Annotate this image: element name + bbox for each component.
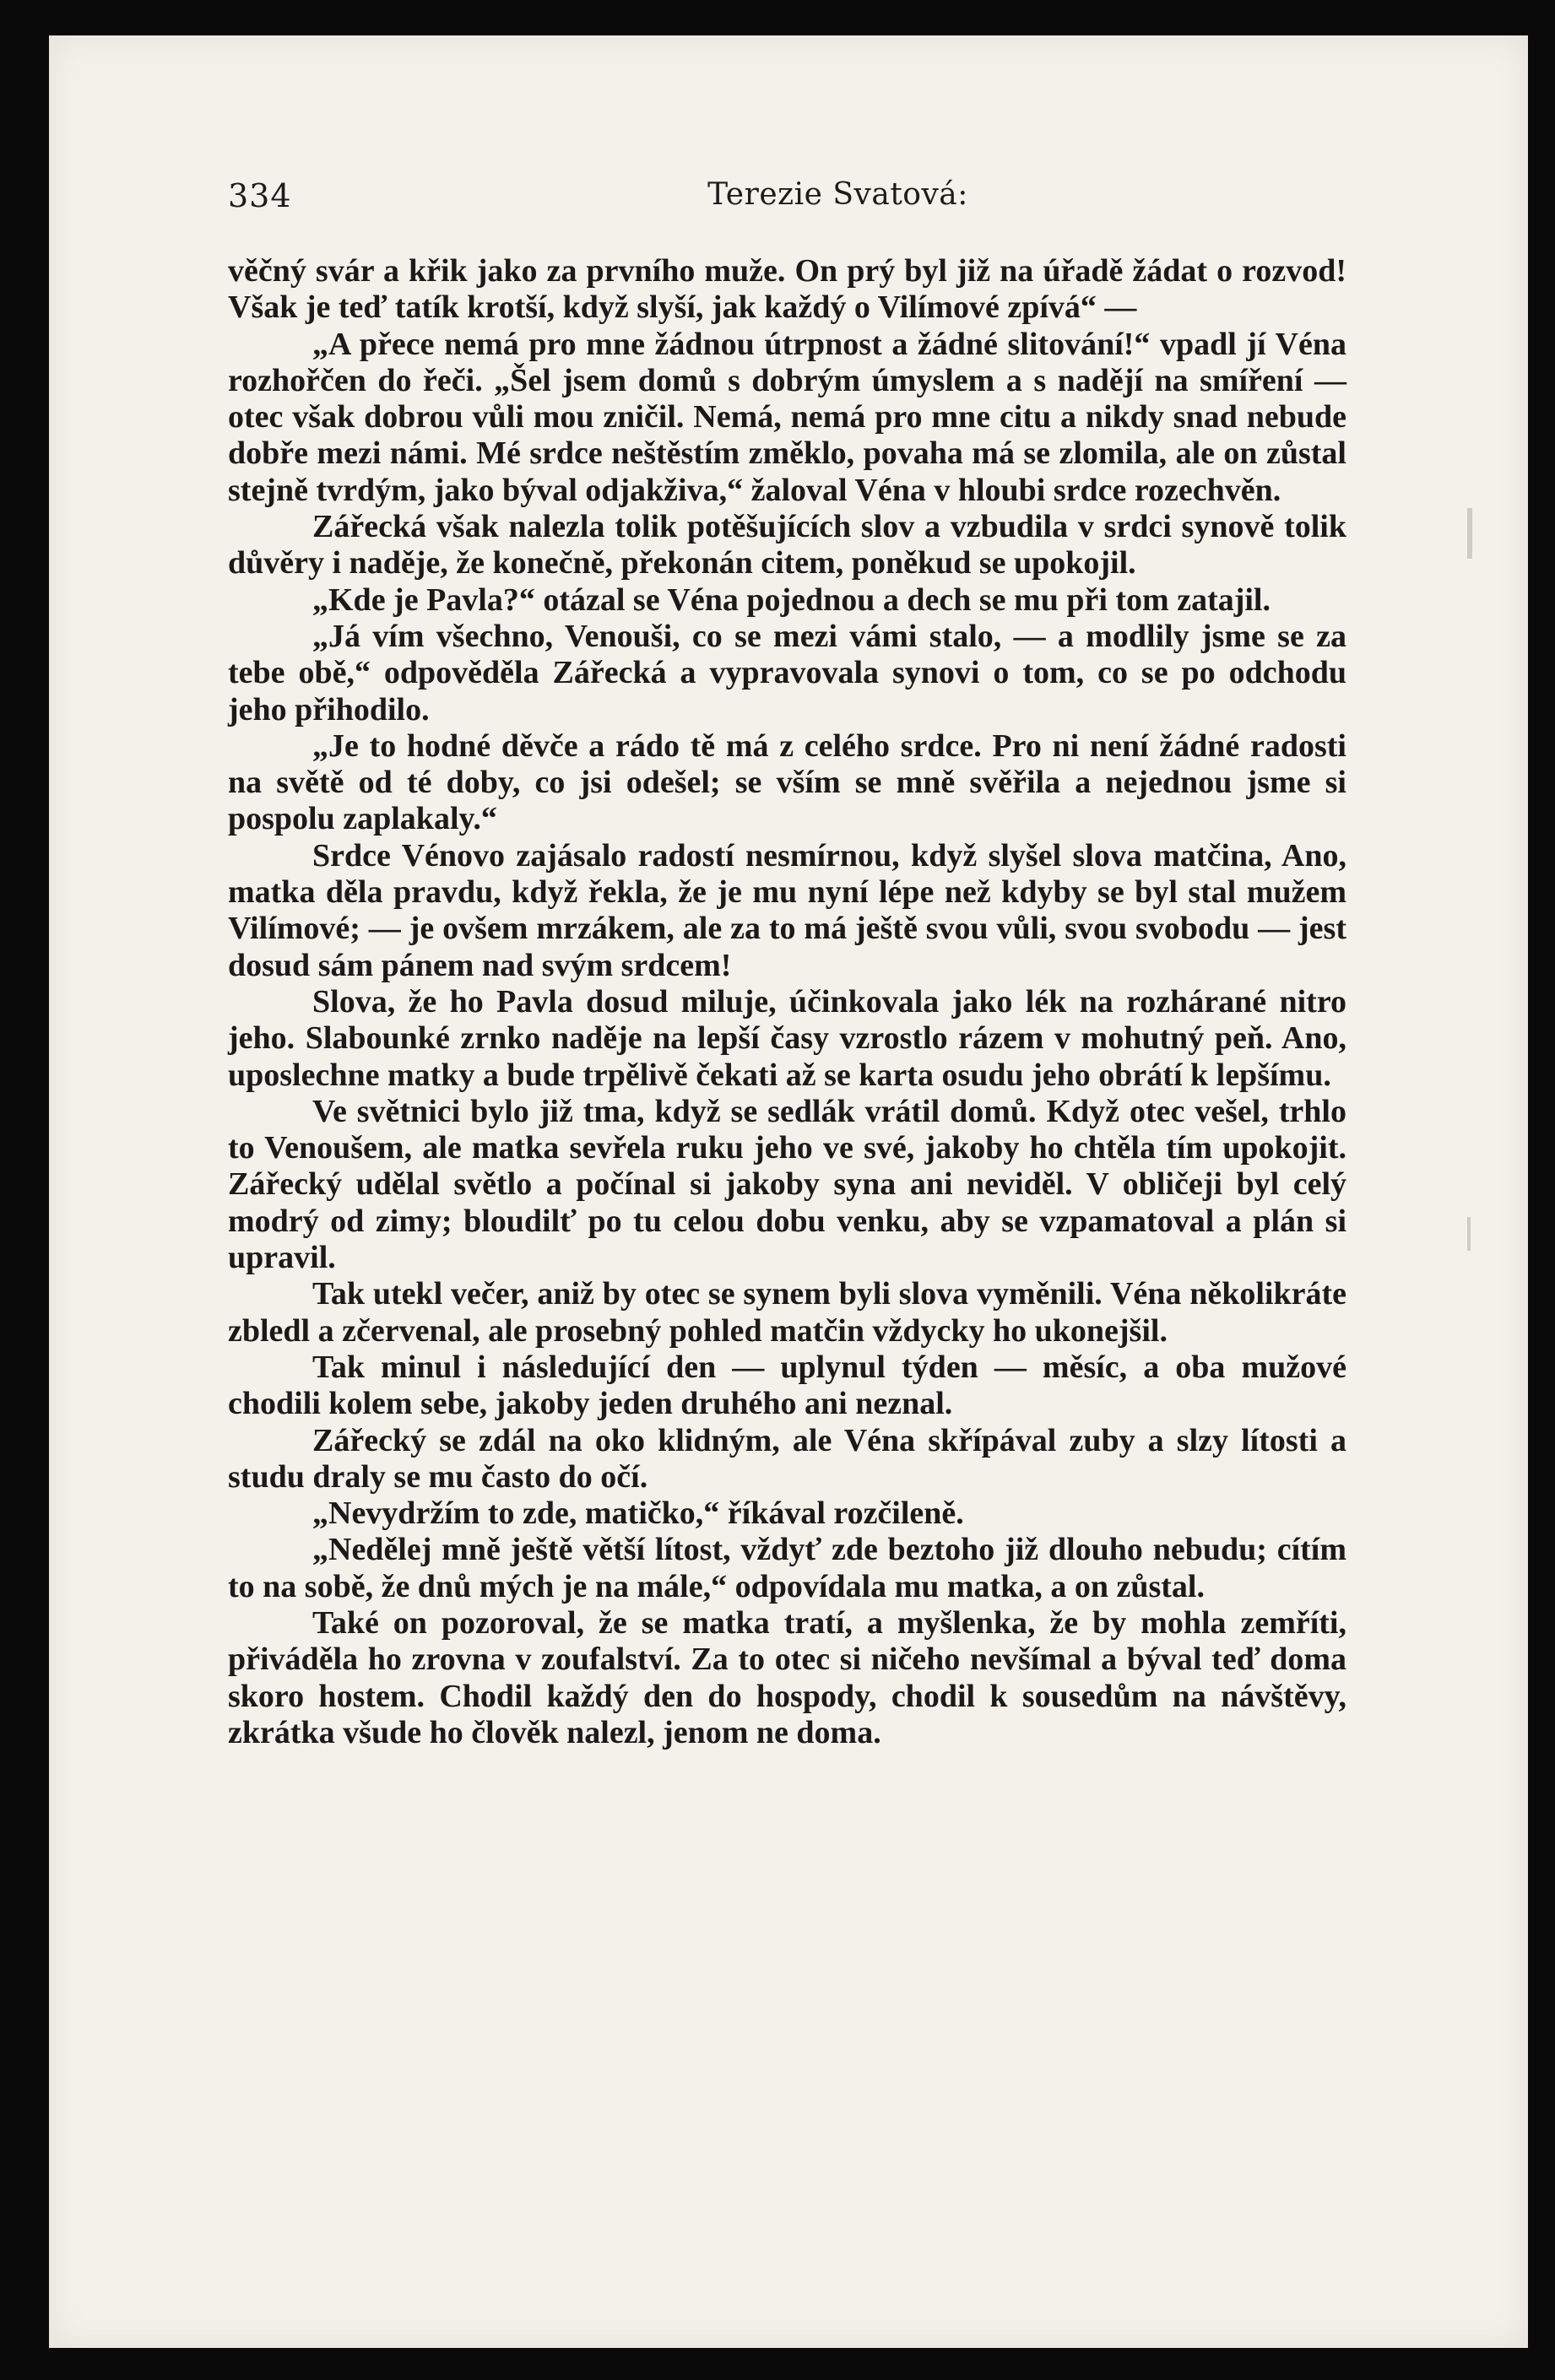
paragraph: Zářecký se zdál na oko klidným, ale Véna skřípával zuby a slzy lítosti a studu draly se mu často do očí. <box>228 1422 1346 1495</box>
paragraph: „Nevydržím to zde, matičko,“ říkával rozčileně. <box>312 1496 964 1532</box>
paragraph: věčný svár a křik jako za prvního muže. On prý byl již na úřadě žádat o rozvod! Však je teď tatík krotší, když slyší, jak každý o Vilímové zpívá“ — <box>228 253 1346 326</box>
paragraph: Srdce Vénovo zajásalo radostí nesmírnou, když slyšel slova matčina, Ano, matka děla pravdu, když řekla, že je mu nyní lépe než kdyby se byl stal mužem Vilímové; — je ovšem mrzákem, ale za to má ještě svou vůli, svou svobodu — jest dosud sám pánem nad svým srdcem! <box>228 837 1346 983</box>
page-header <box>228 160 1346 228</box>
page-edge-mark <box>1467 1217 1471 1251</box>
paragraph: Ve světnici bylo již tma, když se sedlák vrátil domů. Když otec vešel, trhlo to Venoušem, ale matka sevřela ruku jeho ve své, jakoby ho chtěla tím upokojit. Zářecký udělal světlo a počínal si jakoby syna ani neviděl. V obličeji byl celý modrý od zimy; bloudilť po tu celou dobu venku, aby se vzpamatoval a plán si upravil. <box>228 1093 1346 1276</box>
paragraph: Slova, že ho Pavla dosud miluje, účinkovala jako lék na rozhárané nitro jeho. Slabounké zrnko naděje na lepší časy vzrostlo rázem v mohutný peň. Ano, uposlechne matky a bude trpělivě čekati až se karta osudu jeho obrátí k lepšímu. <box>228 983 1346 1093</box>
page-number: 334 <box>228 177 292 214</box>
paragraph: „Já vím všechno, Venouši, co se mezi vámi stalo, — a modlily jsme se za tebe obě,“ odpověděla Zářecká a vypravovala synovi o tom, co se po odchodu jeho přihodilo. <box>228 618 1346 728</box>
paragraph: Také on pozoroval, že se matka tratí, a myšlenka, že by mohla zemříti, přiváděla ho zrovna v zoufalství. Za to otec si ničeho nevšímal a býval teď doma skoro hostem. Chodil každý den do hospody, chodil k sousedům na návštěvy, zkrátka všude ho člověk nalezl, jenom ne doma. <box>228 1604 1346 1750</box>
paragraph: „Nedělej mně ještě větší lítost, vždyť zde beztoho již dlouho nebudu; cítím to na sobě, že dnů mých je na mále,“ odpovídala mu matka, a on zůstal. <box>228 1532 1346 1604</box>
paragraph: Tak minul i následující den — uplynul týden — měsíc, a oba mužové chodili kolem sebe, jakoby jeden druhého ani neznal. <box>228 1349 1346 1422</box>
page-edge-mark <box>1467 508 1472 559</box>
paragraph: „A přece nemá pro mne žádnou útrpnost a žádné slitování!“ vpadl jí Véna rozhořčen do řeči. „Šel jsem domů s dobrým úmyslem a s nadějí na smíření — otec však dobrou vůli mou zničil. Nemá, nemá pro mne citu a nikdy snad nebude dobře mezi námi. Mé srdce neštěstím změklo, povaha má se zlomila, ale on zůstal stejně tvrdým, jako býval odjakživa,“ žaloval Véna v hloubi srdce rozechvěn. <box>228 326 1346 508</box>
paragraph: „Je to hodné děvče a rádo tě má z celého srdce. Pro ni není žádné radosti na světě od té doby, co jsi odešel; se vším se mně svěřila a nejednou jsme si pospolu zaplakaly.“ <box>228 728 1346 837</box>
paragraph: Tak utekl večer, aniž by otec se synem byli slova vyměnili. Véna několikráte zbledl a zčervenal, ale prosebný pohled matčin vždycky ho ukonejšil. <box>228 1276 1346 1349</box>
body-text <box>228 253 1346 1751</box>
running-title: Terezie Svatová: <box>707 177 968 212</box>
paragraph: Zářecká však nalezla tolik potěšujících slov a vzbudila v srdci synově tolik důvěry i naděje, že konečně, překonán citem, poněkud se upokojil. <box>228 509 1346 581</box>
paragraph: „Kde je Pavla?“ otázal se Véna pojednou a dech se mu při tom zatajil. <box>312 581 1271 618</box>
